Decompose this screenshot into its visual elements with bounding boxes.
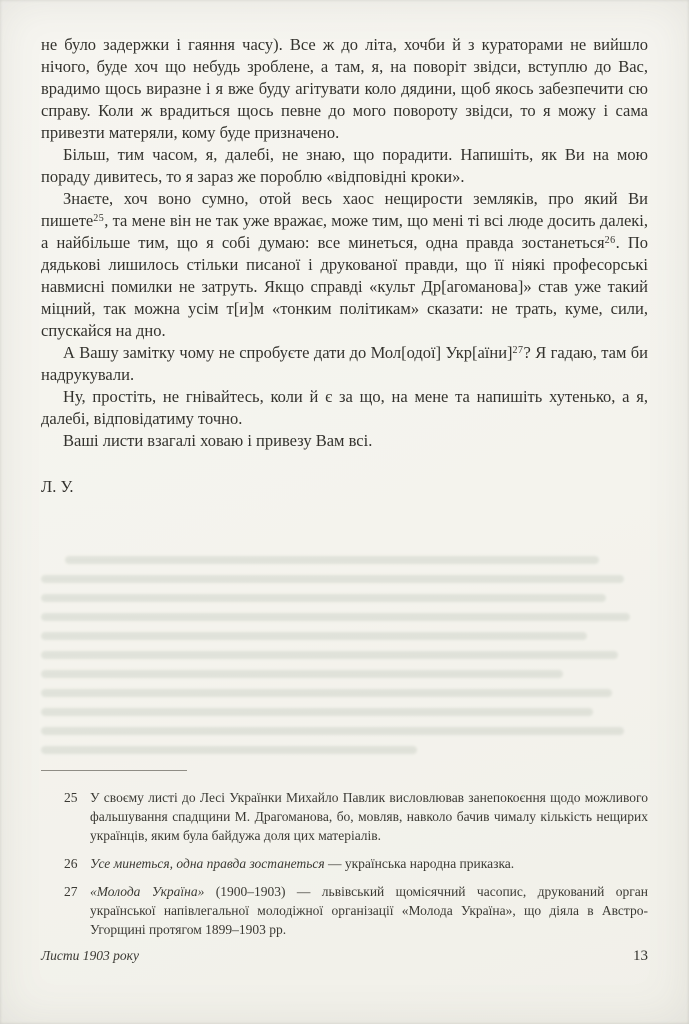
- footnote-number: 27: [64, 884, 78, 899]
- paragraph: Ваші листи взагалі ховаю і привезу Вам всі.: [63, 431, 373, 450]
- letter-body: [41, 34, 648, 498]
- footnote: [41, 882, 648, 939]
- paragraph: Знаєте, хоч воно сумно, отой весь хаос нещирости земляків, про який Ви пишете$^{25}$, та мене він не так уже вражає, може тим, що мені ті всі люде досить далекі, а найбільше тим, що я собі думаю: все минеться, одна правда зостанеться$^{26}$. По дядькові лишилось стільки писаної і друкованої правди, що її ніякі професорські навмисні помилки не затруть. Якщо справді «культ Др[агоманова]» став уже такий міцний, так можна усім т[и]м «тонким політикам» сказати: не трать, куме, сили, спускайся на дно.: [41, 189, 649, 340]
- footnote-number: 26: [64, 856, 78, 871]
- paragraph: Більш, тим часом, я, далебі, не знаю, що порадити. Напишіть, як Ви на мою пораду дивитесь, то я зараз же пороблю «відповідні кроки».: [41, 145, 648, 186]
- footnote: [41, 854, 648, 873]
- page-number: 13: [633, 948, 648, 964]
- running-title: Листи 1903 року: [41, 948, 139, 963]
- footnote-text: У своєму листі до Лесі Українки Михайло Павлик висловлював занепокоєння щодо можливого фальшування спадщини М. Драгоманова, бо, мовляв, навколо бачив чималу кількість нещирих українців, яким була байдужа доля цих матеріалів.: [90, 790, 648, 843]
- footnote-text: «Молода Україна» (1900–1903) — львівський щомісячний часопис, друкований орган української напівлегальної молодіжної організації «Молода Україна», що діяла в Австро-Угорщині протягом 1899–1903 рр.: [90, 884, 649, 937]
- footnote-separator: [41, 770, 187, 771]
- footnote: [41, 788, 648, 845]
- paragraph: Ну, простіть, не гнівайтесь, коли й є за що, на мене та напишіть хутенько, а я, далебі, відповідатиму точно.: [41, 387, 648, 428]
- show-through-artifact: [41, 556, 648, 765]
- footnote-text: Усе минеться, одна правда зостанеться — українська народна приказка.: [90, 856, 515, 871]
- paragraph: А Вашу замітку чому не спробуєте дати до Мол[одої] Укр[аїни]$^{27}$? Я гадаю, там би надрукували.: [41, 343, 648, 384]
- paragraph: не було задержки і гаяння часу). Все ж до літа, хочби й з кураторами не вийшло нічого, буде хоч що небудь зроблене, а там, я, на поворіт звідси, вступлю до Вас, врадимо щось виразне і я вже буду агітувати коло дядини, щоб якось забезпечити сю справу. Коли ж врадиться щось певне до мого повороту звідси, то я можу і сама привезти матеряли, кому буде призначено.: [41, 35, 648, 142]
- footnote-number: 25: [64, 790, 78, 805]
- signature: Л. У.: [41, 477, 74, 496]
- page-footer: [41, 948, 648, 965]
- footnotes-section: [41, 770, 648, 948]
